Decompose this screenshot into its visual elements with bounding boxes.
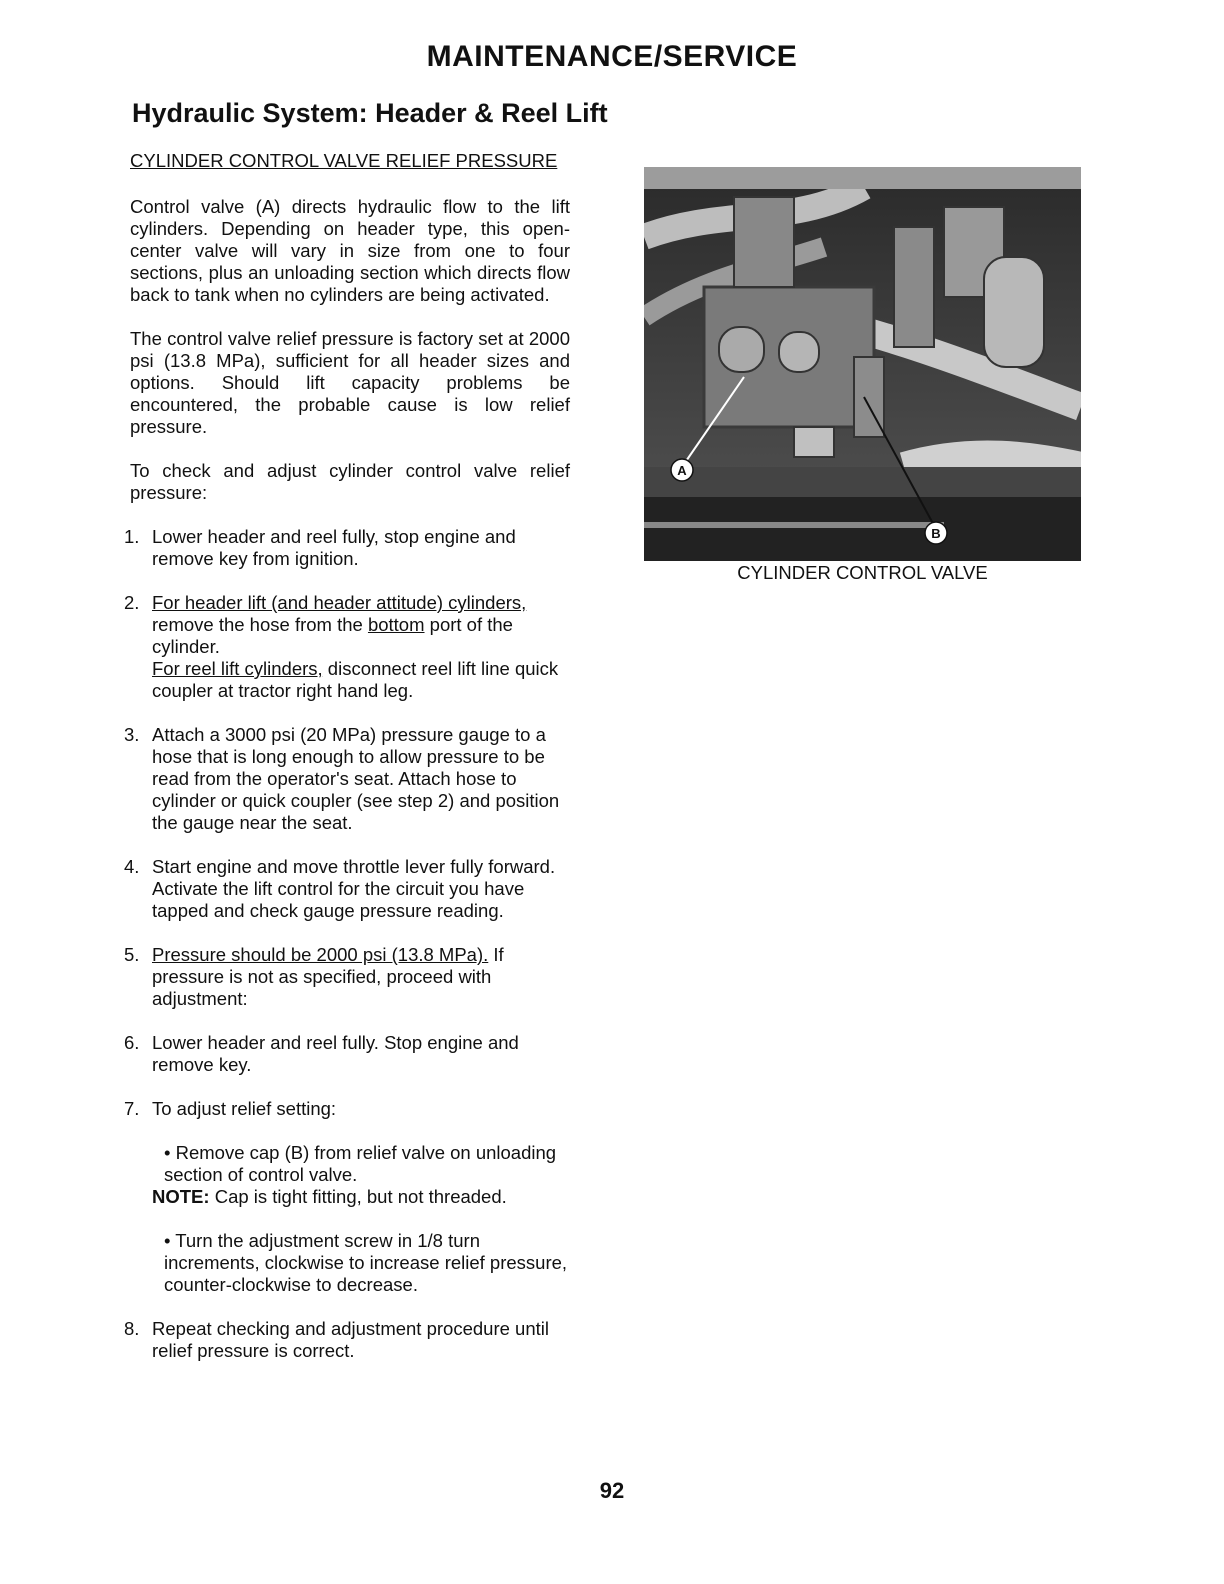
note [152,1186,570,1208]
callout-a: A [677,463,687,478]
step-text: Attach a 3000 psi (20 MPa) pressure gauge to a hose that is long enough to allow pressure to be read from the operator's seat. Attach hose to cylinder or quick coupler (see step 2) and position the gauge near the seat. [152,724,560,833]
callout-b: B [931,526,941,541]
step-7 [124,1098,570,1296]
note-label: NOTE: [152,1186,210,1207]
steps-list [124,526,570,1362]
bullet-turn-screw: • Turn the adjustment screw in 1/8 turn increments, clockwise to increase relief pressure, counter-clockwise to decrease. [164,1230,568,1295]
paragraph-intro: Control valve (A) directs hydraulic flow to the lift cylinders. Depending on header type, this open-center valve will vary in size from one to four sections, plus an unloading section which directs flow back to tank when no cylinders are being activated. [130,196,570,305]
step-text: port of the cylinder. [152,614,513,657]
step-1 [124,526,570,570]
step-2 [124,592,570,702]
step-8 [124,1318,570,1362]
step-3 [124,724,570,834]
step-number: 3. [124,724,140,745]
step-6 [124,1032,570,1076]
step-number: 4. [124,856,140,877]
instructions-column [124,150,570,1384]
step-text: If pressure is not as specified, proceed with adjustment: [152,944,504,1009]
paragraph-check-adjust: To check and adjust cylinder control valve relief pressure: [130,460,570,503]
reel-lift-label: For reel lift cylinders, [152,658,323,679]
step-text: Start engine and move throttle lever fully forward. Activate the lift control for the circuit you have tapped and check gauge pressure reading. [152,856,556,921]
paragraph-relief-pressure: The control valve relief pressure is factory set at 2000 psi (13.8 MPa), sufficient for all header sizes and options. Should lift capacity problems be encountered, the probable cause is low relief pressure. [130,328,570,437]
step-number: 7. [124,1098,140,1119]
step-4 [124,856,570,922]
bottom-emphasis: bottom [367,614,425,635]
valve-photo [644,167,1081,561]
note-text: Cap is tight fitting, but not threaded. [209,1186,507,1207]
subheading: CYLINDER CONTROL VALVE RELIEF PRESSURE [130,150,558,171]
step-text: Lower header and reel fully. Stop engine and remove key. [152,1032,519,1075]
step-number: 8. [124,1318,140,1339]
section-title: Hydraulic System: Header & Reel Lift [132,98,608,128]
step-number: 6. [124,1032,140,1053]
step-number: 5. [124,944,140,965]
page-header: MAINTENANCE/SERVICE [426,40,798,73]
page-number: 92 [599,1478,625,1503]
bullet-remove-cap: • Remove cap (B) from relief valve on unloading section of control valve. [164,1142,557,1185]
header-lift-label: For header lift (and header attitude) cylinders, [152,592,527,613]
step-text: To adjust relief setting: [152,1098,337,1119]
step-5 [124,944,570,1010]
figure-caption: CYLINDER CONTROL VALVE [737,562,988,583]
pressure-spec: Pressure should be 2000 psi (13.8 MPa). [152,944,489,965]
step-number: 1. [124,526,140,547]
valve-photo-illustration [644,167,1081,561]
step-text: Lower header and reel fully, stop engine and remove key from ignition. [152,526,516,569]
step-text: Repeat checking and adjustment procedure until relief pressure is correct. [152,1318,549,1361]
step-text: remove the hose from the [152,614,368,635]
step-number: 2. [124,592,140,613]
step-text: disconnect reel lift line quick coupler at tractor right hand leg. [152,658,559,701]
